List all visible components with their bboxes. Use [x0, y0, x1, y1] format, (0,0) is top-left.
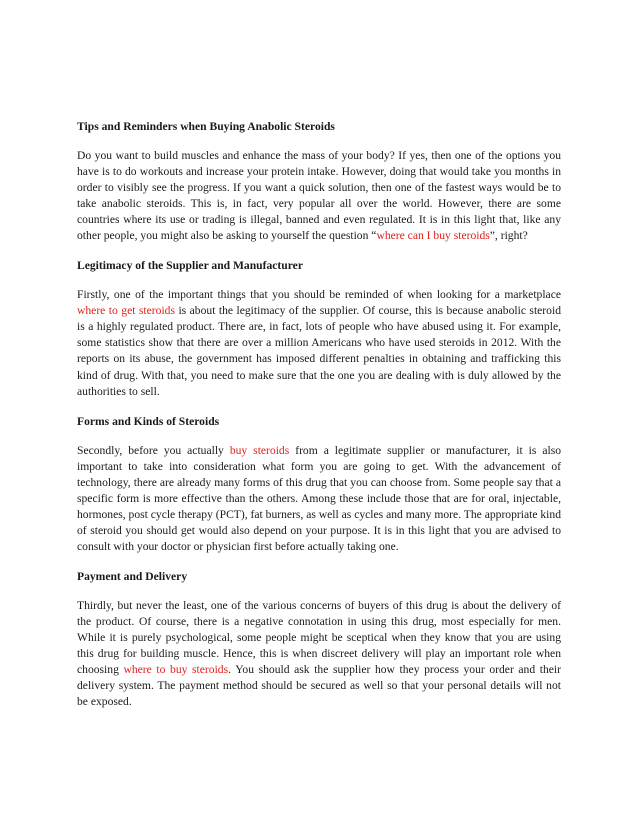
heading-tips-and-reminders: Tips and Reminders when Buying Anabolic Steroids: [77, 120, 335, 133]
link-buy-steroids[interactable]: buy steroids: [229, 443, 290, 457]
paragraph-payment: [77, 598, 561, 710]
paragraph-forms: [77, 443, 561, 555]
link-where-to-get-steroids[interactable]: where to get steroids: [77, 304, 175, 318]
link-where-can-i-buy-steroids[interactable]: where can I buy steroids: [376, 229, 490, 243]
link-where-to-buy-steroids[interactable]: where to buy steroids: [123, 663, 229, 677]
heading-forms-and-kinds: Forms and Kinds of Steroids: [77, 414, 220, 428]
payment-text-start: Thirdly, but never the least, one of the various concerns of buyers of this drug is about the delivery of the product. Of course, there is a negative connotation in using this drug, most especially for men. While it is purely psychological, some people might be sceptical when they know that you are using this drug for building muscle. Hence, this is when discreet delivery will play an important role when choosing: [77, 598, 561, 677]
legitimacy-text-end: is about the legitimacy of the supplier. Of course, this is because anabolic steroid is a highly regulated product. There are, in fact, lots of people who have abused using it. For example, some statistics show that there are over a million Americans who have used steroids in 2012. With the reports on its abuse, the government has imposed different penalties in obtaining and trafficking this kind of drug. With that, you need to make sure that the one you are dealing with is duly allowed by the authorities to sell.: [77, 304, 561, 398]
heading-payment-and-delivery: Payment and Delivery: [77, 569, 188, 583]
payment-text-end: . You should ask the supplier how they process your order and their delivery system. The payment method should be secured as well so that your personal details will not be exposed.: [77, 663, 562, 709]
document-page: [77, 119, 561, 724]
forms-text-end: from a legitimate supplier or manufacturer, it is also important to take into consideration what form you are going to get. With the advancement of technology, there are already many forms of this drug that you can choose from. Some people say that a specific form is more effective than the others. Among these include those that are for oral, injectable, hormones, post cycle therapy (PCT), fat burners, as well as cycles and many more. The appropriate kind of steroid you should get would also depend on your purpose. It is in this light that you are advised to consult with your doctor or physician first before actually taking one.: [77, 443, 561, 553]
heading-legitimacy: Legitimacy of the Supplier and Manufacturer: [77, 259, 303, 273]
legitimacy-text-start: Firstly, one of the important things that you should be reminded of when looking for a marketplace: [77, 288, 561, 302]
paragraph-legitimacy: [77, 287, 561, 399]
forms-text-start: Secondly, before you actually: [77, 443, 230, 457]
paragraph-intro: [77, 148, 561, 244]
intro-text-start: Do you want to build muscles and enhance the mass of your body? If yes, then one of the options you have is to do workouts and increase your protein intake. However, doing that would take you months in order to visibly see the progress. If you want a quick solution, then one of the fastest ways would be to take anabolic steroids. This is, in fact, very popular all over the world. However, there are some countries where its use or trading is illegal, banned and even regulated. It is in this light that, like any other people, you might also be asking to yourself the question “: [77, 149, 561, 243]
intro-text-end: ”, right?: [489, 229, 528, 243]
